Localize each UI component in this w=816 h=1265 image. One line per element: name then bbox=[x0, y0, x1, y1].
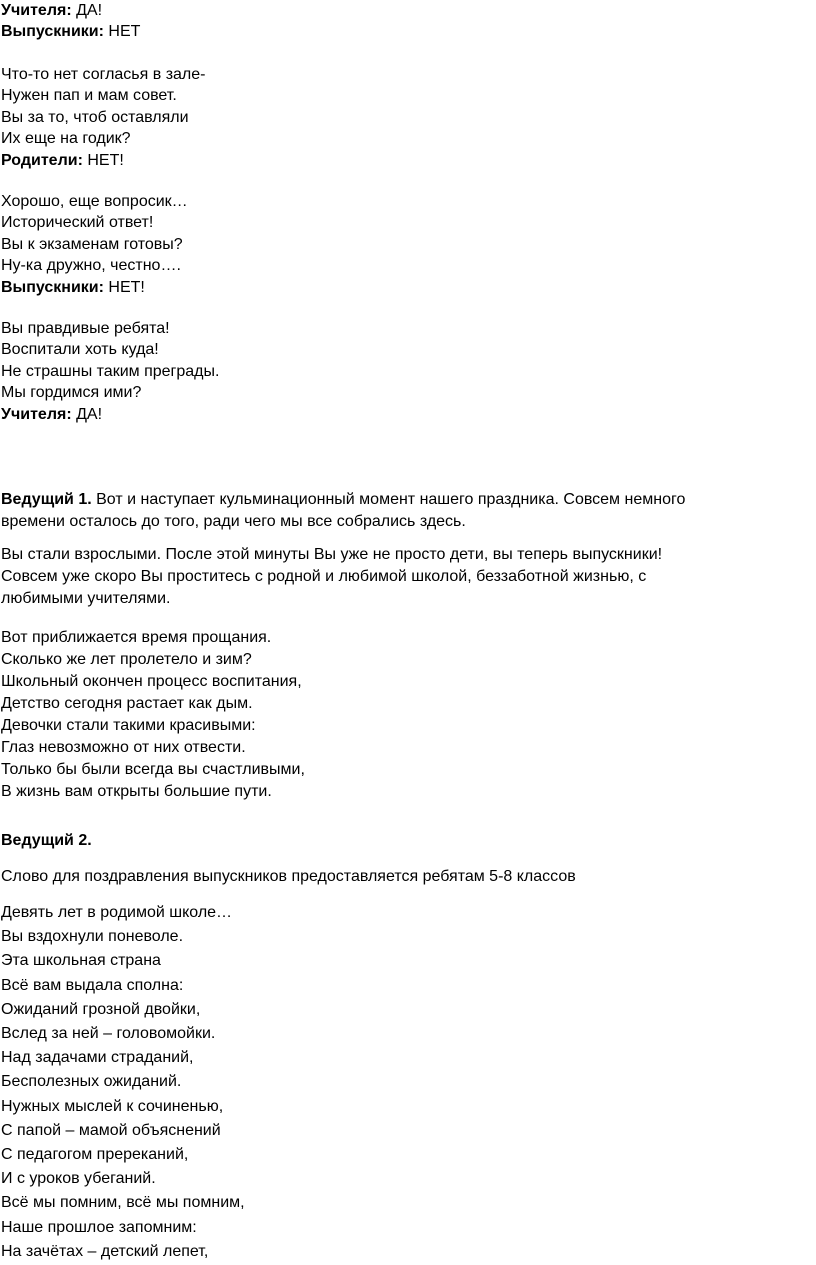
verse-line: Девять лет в родимой школе… bbox=[1, 904, 233, 921]
verse-line: Вот приближается время прощания. bbox=[1, 629, 272, 646]
host2-heading bbox=[1, 830, 812, 852]
paragraph-line: времени осталось до того, ради чего мы все собрались здесь. bbox=[1, 513, 466, 530]
verse-line: Всё вам выдала сполна: bbox=[1, 976, 184, 994]
verse-line: В жизнь вам открыты большие пути. bbox=[1, 783, 272, 800]
speaker-label: Родители: bbox=[1, 151, 83, 169]
verse-line: Нужных мыслей к сочиненью, bbox=[1, 1097, 224, 1115]
verse-line: Ожиданий грозной двойки, bbox=[1, 1000, 201, 1018]
verse-line: Детство сегодня растает как дым. bbox=[1, 695, 253, 712]
dialogue-line bbox=[1, 0, 812, 21]
host-label: Ведущий 2. bbox=[1, 832, 92, 849]
verse-line: И с уроков убеганий. bbox=[1, 1170, 156, 1188]
reply-text: ДА! bbox=[71, 405, 103, 423]
verse-line: Вы правдивые ребята! bbox=[1, 320, 170, 337]
paragraph-line bbox=[1, 489, 812, 511]
paragraph-line: Совсем уже скоро Вы проститесь с родной и любимой школой, беззаботной жизнью, с bbox=[1, 568, 647, 585]
verse-line: Над задачами страданий, bbox=[1, 1049, 194, 1067]
verse-line: Школьный окончен процесс воспитания, bbox=[1, 673, 302, 690]
verse-line: Воспитали хоть куда! bbox=[1, 341, 159, 359]
verse-line: Вслед за ней – головомойки. bbox=[1, 1025, 216, 1043]
congratulation-poem bbox=[1, 901, 812, 1264]
verse-line: Вы за то, чтоб оставляли bbox=[1, 108, 189, 126]
dialogue-line bbox=[1, 404, 812, 425]
verse-line: Вы к экзаменам готовы? bbox=[1, 235, 183, 253]
reply-text: ДА! bbox=[71, 2, 103, 19]
verse-line: Мы гордимся ими? bbox=[1, 384, 142, 402]
verse-line: Глаз невозможно от них отвести. bbox=[1, 739, 246, 756]
verse-line: Их еще на годик? bbox=[1, 130, 131, 148]
host-label: Ведущий 1. bbox=[1, 491, 92, 508]
dialogue-line bbox=[1, 277, 812, 298]
verse-line: Нужен пап и мам совет. bbox=[1, 87, 177, 105]
stanza-3 bbox=[1, 191, 812, 298]
paragraph-line: Вы стали взрослыми. После этой минуты Вы уже не просто дети, вы теперь выпускники! bbox=[1, 546, 663, 563]
farewell-poem bbox=[1, 627, 812, 803]
host1-paragraph-2 bbox=[1, 544, 812, 610]
verse-line: На зачётах – детский лепет, bbox=[1, 1242, 209, 1260]
verse-line: Девочки стали такими красивыми: bbox=[1, 717, 256, 734]
speaker-label: Выпускники: bbox=[1, 23, 104, 41]
speaker-label: Учителя: bbox=[1, 405, 72, 423]
dialogue-block-1 bbox=[1, 0, 812, 43]
reply-text: НЕТ! bbox=[103, 278, 145, 296]
paragraph-line: Слово для поздравления выпускников предоставляется ребятам 5-8 классов bbox=[1, 868, 576, 885]
host2-intro bbox=[1, 866, 812, 888]
stanza-4 bbox=[1, 318, 812, 425]
verse-line: Эта школьная страна bbox=[1, 952, 161, 970]
paragraph-line: любимыми учителями. bbox=[1, 590, 171, 607]
verse-line: Вы вздохнули поневоле. bbox=[1, 928, 184, 946]
verse-line: Всё мы помним, всё мы помним, bbox=[1, 1194, 245, 1212]
paragraph-text: Вот и наступает кульминационный момент нашего праздника. Совсем немного bbox=[91, 491, 686, 508]
verse-line: Хорошо, еще вопросик… bbox=[1, 193, 188, 210]
verse-line: Только бы были всегда вы счастливыми, bbox=[1, 761, 305, 778]
speaker-label: Выпускники: bbox=[1, 278, 104, 296]
verse-line: Ну-ка дружно, честно…. bbox=[1, 257, 181, 275]
reply-text: НЕТ! bbox=[82, 151, 124, 169]
verse-line: Не страшны таким преграды. bbox=[1, 362, 220, 380]
verse-line: С педагогом пререканий, bbox=[1, 1146, 189, 1164]
verse-line: С папой – мамой объяснений bbox=[1, 1121, 221, 1139]
host1-paragraph bbox=[1, 489, 812, 533]
reply-text: НЕТ bbox=[103, 23, 141, 41]
verse-line: Бесполезных ожиданий. bbox=[1, 1073, 182, 1091]
stanza-2 bbox=[1, 64, 812, 171]
dialogue-line bbox=[1, 150, 812, 171]
verse-line: Наше прошлое запомним: bbox=[1, 1218, 197, 1236]
dialogue-line bbox=[1, 21, 812, 42]
speaker-label: Учителя: bbox=[1, 2, 72, 19]
verse-line: Сколько же лет пролетело и зим? bbox=[1, 651, 252, 668]
verse-line: Исторический ответ! bbox=[1, 214, 154, 232]
verse-line: Что-то нет согласья в зале- bbox=[1, 66, 206, 83]
